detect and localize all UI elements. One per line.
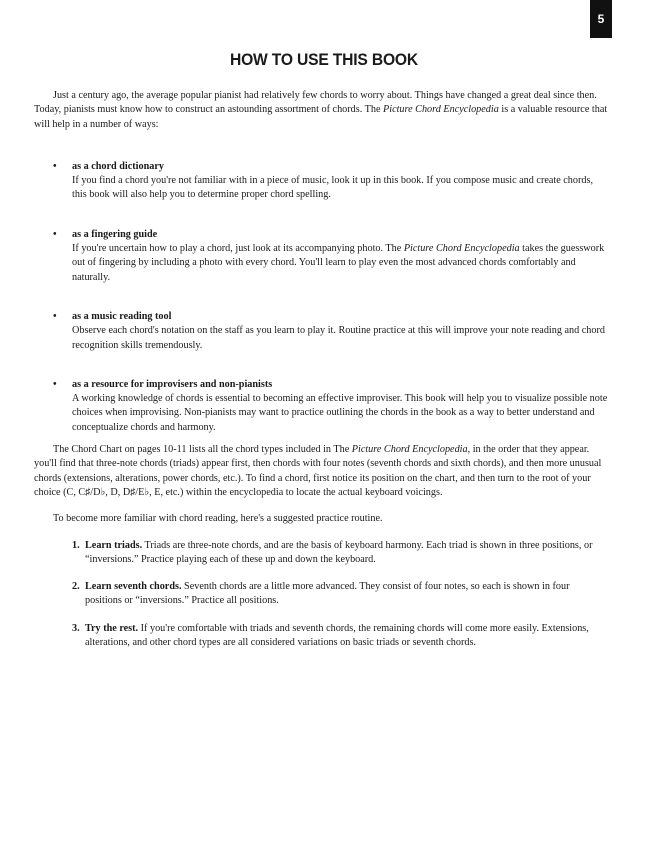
page-title: HOW TO USE THIS BOOK [229, 50, 419, 69]
step-lead: Learn triads. [85, 539, 143, 551]
list-item [34, 160, 608, 203]
page-number-tab [590, 0, 612, 38]
use-text: Observe each chord's notation on the staff as you learn to play it. Routine practice at this will improve your note reading and chord recognition skills tremendously. [72, 325, 605, 351]
intro-paragraph: Just a century ago, the average popular pianist had relatively few chords to worry about. Things have changed a great deal since then. Today, pianists must know how to construct an astounding assortment of chords. The Picture Chord Encyclopedia is a valuable resource that will help in a number of ways: [34, 90, 608, 130]
step-text: Triads are three-note chords, and are the basis of keyboard harmony. Each triad is shown in three positions, or “inversions.” Practice playing each of these up and down the keyboard. [85, 539, 593, 565]
use-text: A working knowledge of chords is essential to becoming an effective improviser. This book will help you to visualize possible note choices when improvising. Non-pianists may want to practice outlining the chords in the book as a way to better understand and conceptualize chords and harmony. [72, 393, 608, 433]
bullet-icon: • [53, 228, 57, 240]
uses-list [34, 160, 608, 435]
bullet-icon: • [53, 378, 57, 390]
use-heading: as a fingering guide [72, 228, 158, 240]
list-item [34, 622, 608, 651]
step-number: 3. [72, 622, 80, 634]
bullet-icon: • [53, 160, 57, 172]
list-item [34, 580, 608, 609]
step-text: Seventh chords are a little more advanced. They consist of four notes, so each is shown in four positions or “inversions.” Practice all positions. [85, 581, 570, 607]
step-number: 1. [72, 539, 80, 551]
use-text: If you're uncertain how to play a chord, just look at its accompanying photo. The Picture Chord Encyclopedia takes the guesswork out of fingering by including a photo with every chord. You'll learn to play even the most advanced chords comfortably and naturally. [72, 243, 605, 283]
use-text: If you find a chord you're not familiar with in a piece of music, look it up in this book. If you compose music and create chords, this book will also help you to determine proper chord spelling. [72, 175, 593, 201]
list-item [34, 378, 608, 435]
bullet-icon: • [53, 310, 57, 322]
step-lead: Try the rest. [85, 622, 139, 634]
list-item [34, 228, 608, 285]
book-title: Picture Chord Encyclopedia [351, 444, 468, 456]
chord-chart-paragraph: The Chord Chart on pages 10-11 lists all the chord types included in The Picture Chord Encyclopedia, in the order that they appear. you'll find that three-note chords (triads) appear first, then chords with four notes (seventh chords and sixth chords), and then more unusual chords (extensions, alterations, power chords, etc.). To find a chord, first notice its position on the chart, and then turn to the root of your choice (C, C♯/D♭, D, D♯/E♭, E, etc.) within the encyclopedia to locate the actual keyboard voicings. [34, 444, 602, 498]
book-title: Picture Chord Encyclopedia [403, 243, 520, 255]
book-title: Picture Chord Encyclopedia [383, 104, 499, 116]
routine-intro: To become more familiar with chord reading, here's a suggested practice routine. [53, 513, 383, 525]
page-number: 5 [597, 12, 605, 26]
step-text: If you're comfortable with triads and seventh chords, the remaining chords will come more easily. Extensions, alterations, and other chord types are all considered variations on basic triads or seventh chords. [85, 622, 589, 649]
page-body [34, 89, 608, 650]
list-item [34, 310, 608, 353]
use-heading: as a chord dictionary [72, 160, 164, 172]
step-lead: Learn seventh chords. [85, 581, 182, 593]
practice-steps [34, 539, 608, 651]
use-heading: as a resource for improvisers and non-pianists [72, 378, 273, 390]
list-item [34, 539, 608, 568]
step-number: 2. [72, 581, 80, 593]
use-heading: as a music reading tool [72, 310, 172, 322]
